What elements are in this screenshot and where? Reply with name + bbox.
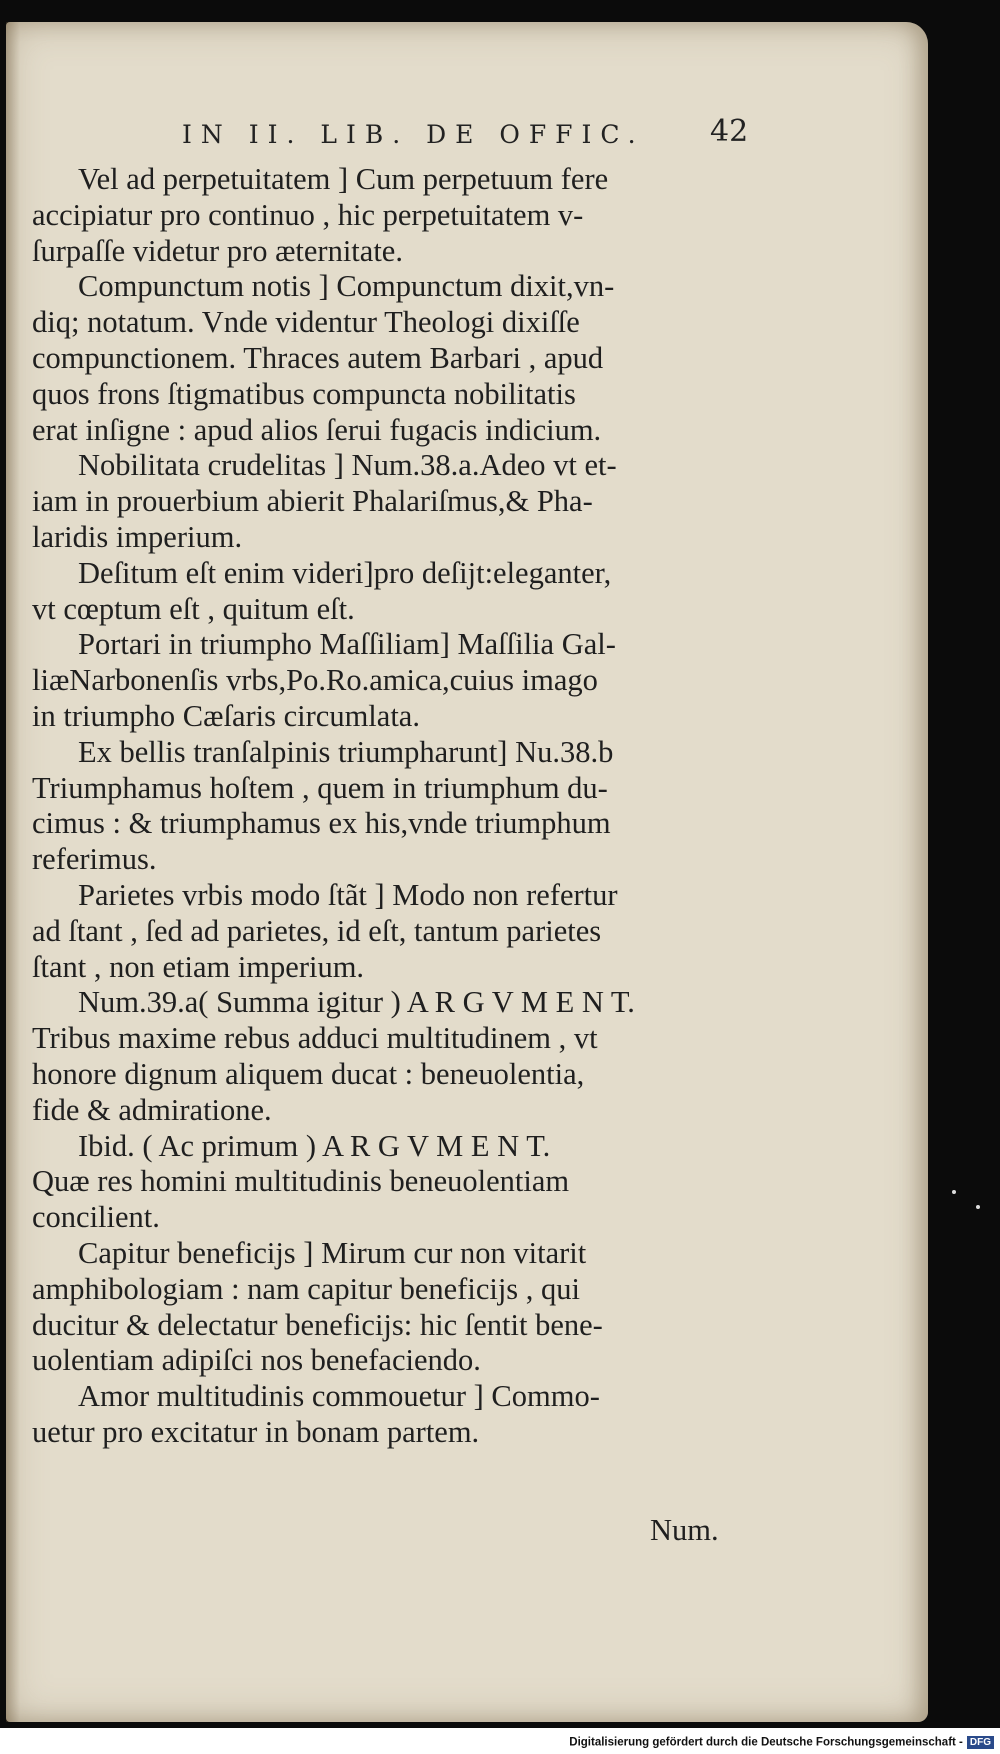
page-number: 42 [710,114,749,149]
text-line: Parietes vrbis modo ſtãt ] Modo non refertur [78,877,618,912]
catchword: Num. [650,1513,719,1547]
text-line: cimus : & triumphamus ex his,vnde triumphum [32,806,611,841]
text-line: Quæ res homini multitudinis beneuolentiam [32,1164,570,1199]
scan-speck [976,1205,980,1209]
text-line: iam in prouerbium abierit Phalariſmus,& Pha- [32,484,593,519]
text-line: uetur pro excitatur in bonam partem. [32,1414,480,1449]
digitization-footer [0,1728,1000,1754]
text-line: ad ſtant , ſed ad parietes, id eſt, tantum parietes [32,913,602,948]
text-line: Vel ad perpetuitatem ] Cum perpetuum fere [78,162,609,196]
text-line: compunctionem. Thraces autem Barbari , apud [32,340,604,375]
text-line: laridis imperium. [32,519,243,554]
text-line: vt cœptum eſt , quitum eſt. [32,591,355,626]
commentary-text [32,162,757,1451]
funding-credit [569,1736,994,1749]
text-line: accipiatur pro continuo , hic perpetuitatem v- [32,197,584,232]
text-line: ducitur & delectatur beneficijs: hic ſentit bene- [32,1307,603,1342]
page-gutter-shadow [6,22,20,1722]
book-page [6,22,928,1722]
text-line: liæNarbonenſis vrbs,Po.Ro.amica,cuius imago [32,663,598,698]
scan-speck [952,1190,956,1194]
text-line: in triumpho Cæſaris circumlata. [32,698,420,733]
text-line: Ibid. ( Ac primum ) A R G V M E N T. [78,1128,551,1163]
text-line: Ex bellis tranſalpinis triumpharunt] Nu.38.b [78,734,614,769]
text-line: Nobilitata crudelitas ] Num.38.a.Adeo vt et- [78,448,617,483]
text-line: ſtant , non etiam imperium. [32,949,365,984]
text-line: referimus. [32,842,157,877]
text-line: Tribus maxime rebus adduci multitudinem , vt [32,1021,598,1056]
running-head: IN II. LIB. DE OFFIC. [182,120,645,149]
text-line: Deſitum eſt enim videri]pro deſijt:eleganter, [78,555,612,590]
text-line: Triumphamus hoſtem , quem in triumphum du- [32,770,608,805]
text-line: quos frons ſtigmatibus compuncta nobilitatis [32,376,576,411]
text-line: fide & admiratione. [32,1092,272,1127]
text-line: Capitur beneficijs ] Mirum cur non vitarit [78,1235,587,1270]
text-line: honore dignum aliquem ducat : beneuolentia, [32,1056,585,1091]
text-line: uolentiam adipiſci nos benefaciendo. [32,1343,481,1378]
text-line: amphibologiam : nam capitur beneficijs , qui [32,1271,581,1306]
text-line: Amor multitudinis commouetur ] Commo- [78,1379,600,1414]
text-line: Num.39.a( Summa igitur ) A R G V M E N T. [78,985,635,1020]
dfg-logo-icon: DFG [967,1736,994,1749]
text-line: ſurpaſſe videtur pro æternitate. [32,233,403,268]
text-line: concilient. [32,1200,160,1235]
text-line: Compunctum notis ] Compunctum dixit,vn- [78,269,615,304]
text-line: diq; notatum. Vnde videntur Theologi dixiſſe [32,305,580,340]
funding-credit-text: Digitalisierung gefördert durch die Deutsche Forschungsgemeinschaft - [569,1736,963,1749]
text-line: Portari in triumpho Maſſiliam] Maſſilia Gal- [78,627,616,662]
text-line: erat inſigne : apud alios ſerui fugacis indicium. [32,412,602,447]
